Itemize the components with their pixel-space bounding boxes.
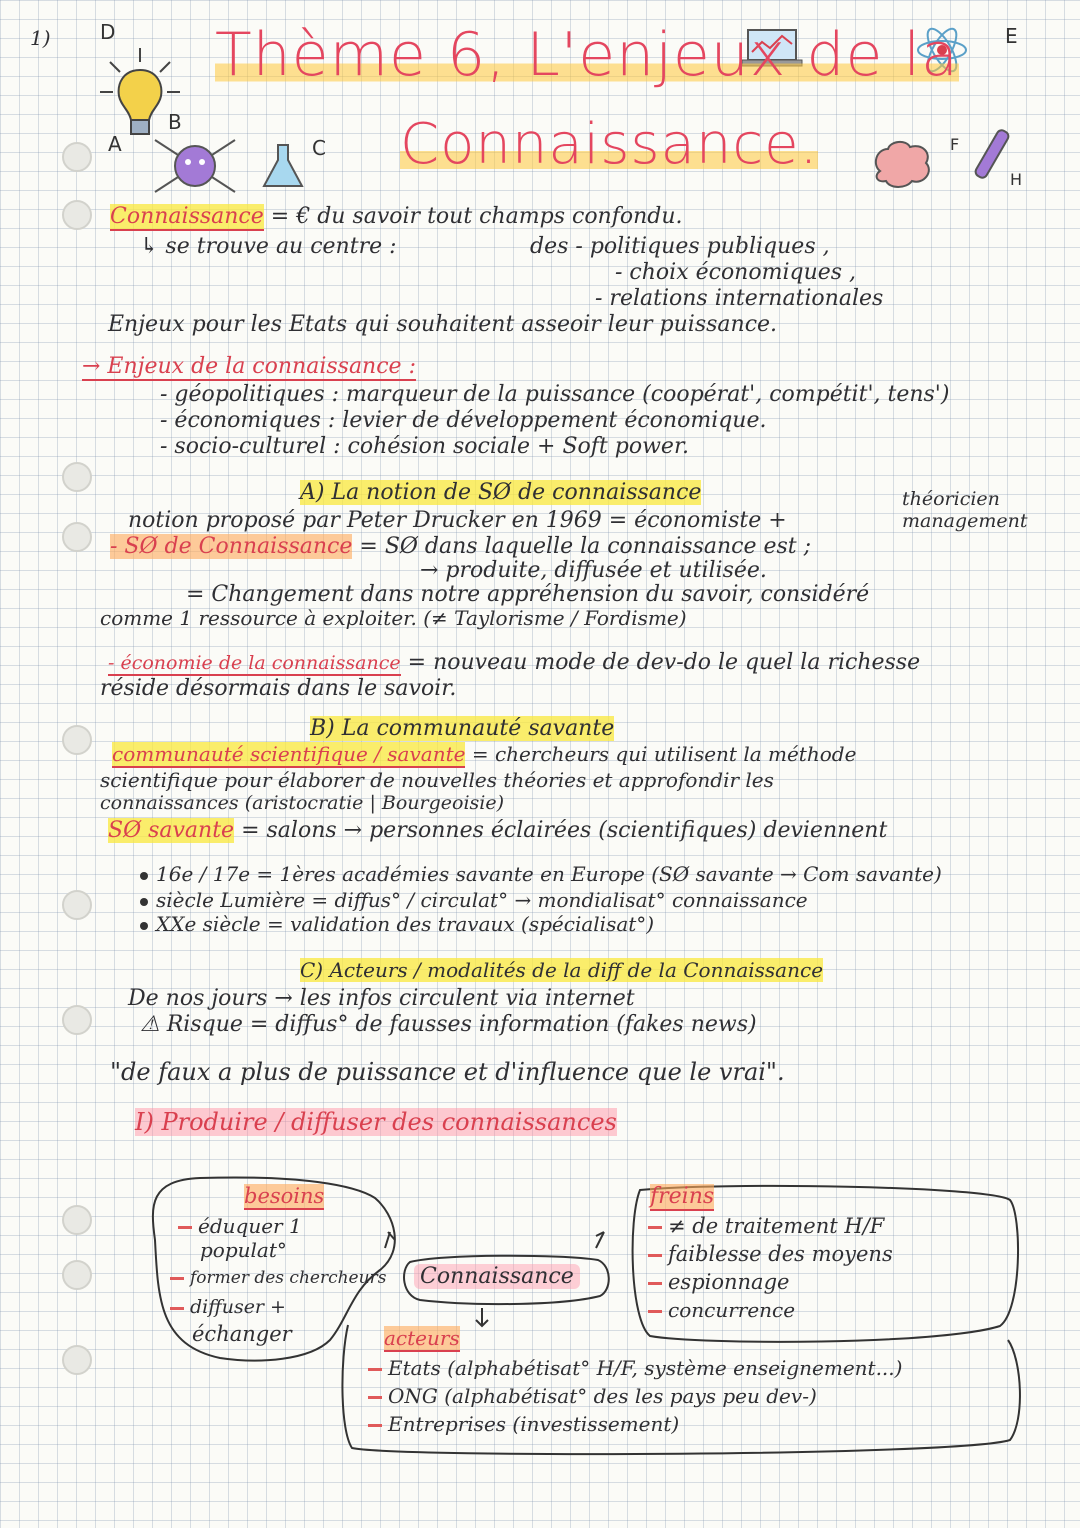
acteurs-item-text: Etats (alphabétisat° H/F, système enseignement...) — [388, 1356, 903, 1380]
bullet-text: XXe siècle = validation des travaux (spécialisat°) — [156, 912, 655, 936]
section-a-line: = Changement dans notre appréhension du savoir, considéré — [186, 582, 870, 607]
dash-marker — [648, 1226, 662, 1229]
besoins-item-text: diffuser + — [190, 1296, 286, 1318]
mind-map-center: Connaissance — [414, 1264, 580, 1289]
term-economie-connaissance: - économie de la connaissance — [108, 652, 401, 674]
acteurs-item — [368, 1356, 902, 1380]
dash-marker — [170, 1277, 184, 1280]
dash-marker — [170, 1307, 184, 1310]
doodle-label-b: B — [168, 110, 182, 134]
acteurs-item — [368, 1384, 817, 1408]
besoins-item — [170, 1268, 386, 1288]
section-a-line2-text: = SØ dans laquelle la connaissance est ; — [359, 534, 812, 559]
freins-title-text: freins — [650, 1184, 715, 1209]
besoins-item — [178, 1214, 302, 1238]
acteurs-item-text: Entreprises (investissement) — [388, 1412, 680, 1436]
side-note: management — [902, 510, 1028, 532]
dash-marker — [648, 1282, 662, 1285]
center-item: - choix économiques , — [615, 260, 857, 285]
freins-item-text: espionnage — [668, 1270, 790, 1294]
page-number: 1) — [30, 26, 51, 50]
freins-item — [648, 1242, 893, 1266]
bullet-text: siècle Lumière = diffus° / circulat° → mondialisat° connaissance — [156, 888, 808, 912]
besoins-item: populat° — [200, 1238, 287, 1262]
term-so-connaissance: - SØ de Connaissance — [110, 534, 353, 559]
bullet-text: 16e / 17e = 1ères académies savante en Europe (SØ savante → Com savante) — [156, 862, 942, 886]
besoins-title-text: besoins — [244, 1184, 325, 1208]
acteurs-title-text: acteurs — [384, 1326, 460, 1350]
section-a-line: comme 1 ressource à exploiter. (≠ Taylorisme / Fordisme) — [100, 606, 687, 630]
besoins-item-text: éduquer 1 — [198, 1214, 302, 1238]
dash-marker — [648, 1254, 662, 1257]
center-intro: ↳ se trouve au centre : — [140, 234, 397, 259]
enjeux-item: - géopolitiques : marqueur de la puissance (coopérat', compétit', tens') — [160, 382, 950, 407]
section-b-line1-text: = chercheurs qui utilisent la méthode — [471, 742, 857, 766]
acteurs-title — [384, 1326, 460, 1350]
stakes-line: Enjeux pour les Etats qui souhaitent asseoir leur puissance. — [108, 312, 778, 337]
page-title: Thème 6, L'enjeux de la — [215, 20, 959, 90]
center-item: des - politiques publiques , — [530, 234, 830, 259]
side-note: théoricien — [902, 488, 1000, 510]
enjeux-item: - socio-culturel : cohésion sociale + Soft power. — [160, 434, 690, 459]
dash-marker — [368, 1396, 382, 1399]
section-a-line: → produite, diffusée et utilisée. — [420, 558, 767, 583]
section-b-line4-text: = salons → personnes éclairées (scientifiques) deviennent — [241, 818, 888, 843]
freins-item-text: ≠ de traitement H/F — [668, 1214, 885, 1238]
term-so-savante: SØ savante — [108, 818, 235, 843]
definition-text: = € du savoir tout champs confondu. — [270, 204, 683, 229]
section-a-line6-text: = nouveau mode de dev-do le quel la richesse — [407, 650, 921, 675]
freins-item — [648, 1298, 795, 1322]
section-b-heading-text: B) La communauté savante — [310, 716, 615, 741]
freins-item-text: concurrence — [668, 1298, 796, 1322]
besoins-item — [170, 1296, 286, 1318]
section-b-line: connaissances (aristocratie | Bourgeoisie) — [100, 792, 505, 814]
besoins-item: échanger — [192, 1322, 292, 1346]
doodle-label-h: H — [1010, 170, 1023, 189]
freins-item — [648, 1270, 789, 1294]
doodle-label-f: F — [950, 135, 960, 154]
doodle-label-a: A — [108, 132, 122, 156]
doodle-label-c: C — [312, 136, 326, 160]
dash-marker — [368, 1424, 382, 1427]
dash-marker — [648, 1310, 662, 1313]
page-subtitle: Connaissance. — [400, 112, 819, 177]
enjeux-item: - économiques : levier de développement économique. — [160, 408, 767, 433]
besoins-item-text: former des chercheurs — [190, 1268, 387, 1288]
acteurs-item-text: ONG (alphabétisat° des les pays peu dev-) — [388, 1384, 817, 1408]
dash-marker — [178, 1226, 192, 1229]
term-connaissance: Connaissance — [110, 204, 264, 229]
term-communaute-scientifique: communauté scientifique / savante — [112, 742, 466, 766]
freins-item-text: faiblesse des moyens — [668, 1242, 893, 1266]
acteurs-item — [368, 1412, 679, 1436]
freins-title — [650, 1184, 714, 1209]
freins-item — [648, 1214, 884, 1238]
section-c-line: ⚠ Risque = diffus° de fausses information (fakes news) — [140, 1012, 757, 1037]
doodle-label-d: D — [100, 20, 116, 44]
doodle-label-e: E — [1005, 24, 1018, 48]
section-b-line: scientifique pour élaborer de nouvelles théories et approfondir les — [100, 768, 774, 792]
enjeux-heading-text: → Enjeux de la connaissance : — [82, 354, 416, 379]
section-i-heading-text: I) Produire / diffuser des connaissances — [135, 1108, 617, 1136]
section-a-line: réside désormais dans le savoir. — [100, 676, 457, 701]
dash-marker — [368, 1368, 382, 1371]
center-item: - relations internationales — [595, 286, 884, 311]
besoins-title — [244, 1184, 324, 1208]
section-c-line: De nos jours → les infos circulent via internet — [128, 986, 635, 1011]
section-c-heading-text: C) Acteurs / modalités de la diff de la Connaissance — [300, 958, 824, 982]
section-a-line: notion proposé par Peter Drucker en 1969 = économiste + — [128, 508, 787, 533]
section-c-quote: "de faux a plus de puissance et d'influence que le vrai". — [110, 1058, 785, 1086]
section-a-heading-text: A) La notion de SØ de connaissance — [300, 480, 702, 505]
